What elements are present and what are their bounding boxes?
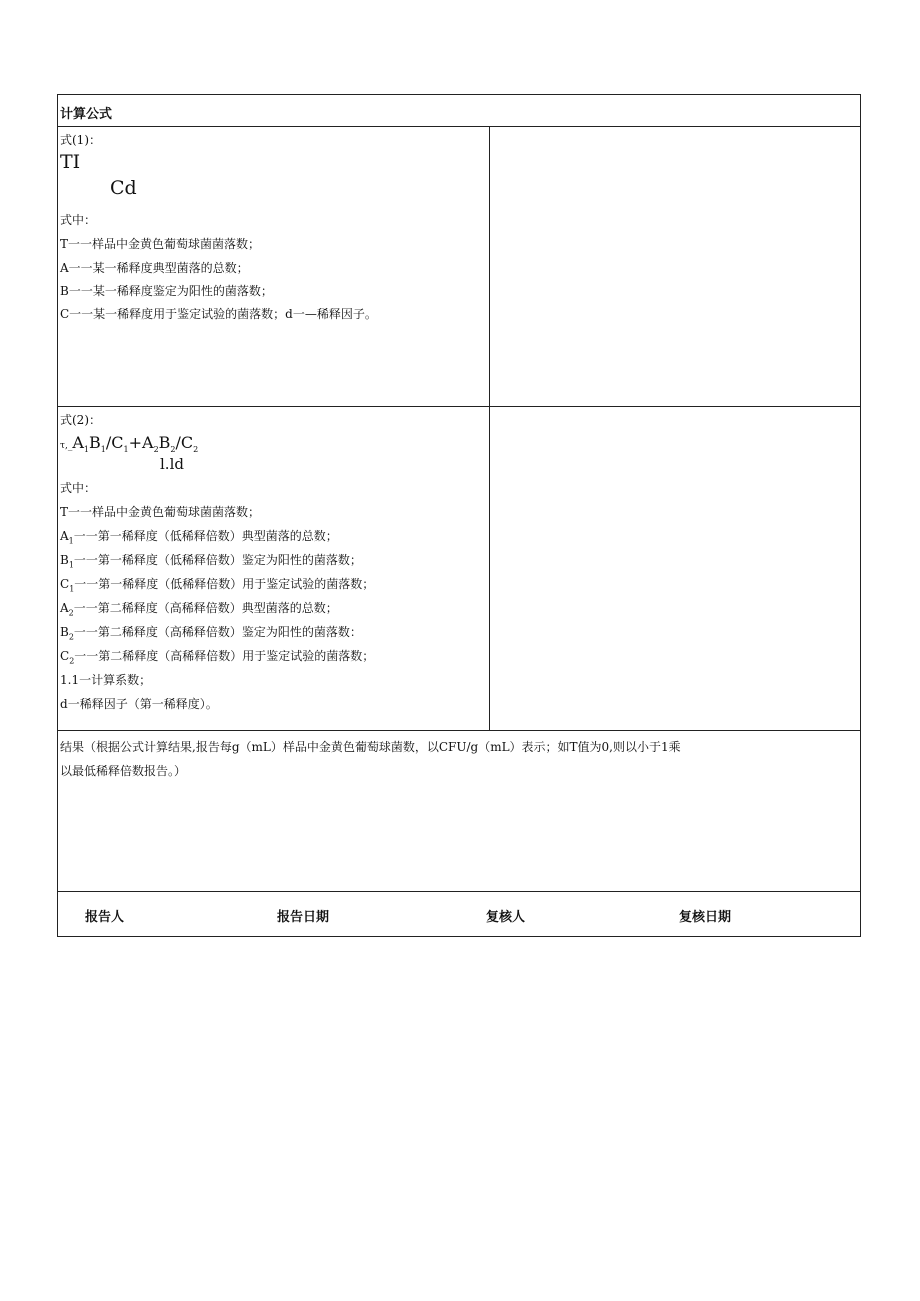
formula2-token: /C bbox=[105, 433, 124, 452]
def-text: 一一第二稀释度（高稀释倍数）用于鉴定试验的菌落数； bbox=[74, 649, 375, 663]
def-symbol: T bbox=[60, 505, 69, 519]
formula1-label: 式(1)： bbox=[60, 133, 101, 147]
def-symbol: B bbox=[60, 625, 69, 639]
formula2-token: +A bbox=[128, 433, 154, 452]
def-sub: 1 bbox=[68, 560, 74, 570]
formula2-expression bbox=[60, 433, 198, 454]
def-symbol: C bbox=[60, 649, 70, 663]
formula2-sub: 2 bbox=[153, 445, 159, 455]
formula1-line-b: Cd bbox=[110, 177, 137, 199]
form-title: 计算公式 bbox=[60, 107, 113, 122]
formula2-sub: 2 bbox=[193, 445, 199, 455]
def-symbol: B bbox=[60, 553, 69, 567]
reporter-label: 报告人 bbox=[85, 910, 125, 925]
result-line: 结果（根据公式计算结果,报告每g（mL）样品中金黄色葡萄球菌数，以CFU/g（mL）表示；如T值为0,则以小于1乘 bbox=[60, 740, 681, 754]
def-symbol: A bbox=[60, 601, 69, 615]
def-sub: 1 bbox=[69, 584, 75, 594]
formula2-row bbox=[58, 407, 860, 731]
formula2-def bbox=[60, 695, 218, 713]
def-sub: 2 bbox=[68, 608, 74, 618]
def-sub: 1 bbox=[68, 536, 74, 546]
formula2-cell bbox=[58, 407, 490, 730]
def-text: 一计算系数； bbox=[79, 673, 152, 687]
formula2-token: B bbox=[89, 433, 101, 452]
formula1-def: A一一某一稀释度典型菌落的总数； bbox=[60, 261, 249, 275]
formula2-denominator: l.ld bbox=[160, 455, 184, 473]
formula1-line-a: TI bbox=[60, 151, 81, 173]
def-text: 一一第二稀释度（高稀释倍数）典型菌落的总数； bbox=[73, 601, 338, 615]
result-line: 以最低稀释倍数报告。） bbox=[60, 764, 187, 778]
def-symbol: A bbox=[60, 529, 69, 543]
formula2-sub: 2 bbox=[170, 445, 176, 455]
formula2-def bbox=[60, 527, 338, 545]
form-header bbox=[58, 95, 860, 127]
def-text: 一一第一稀释度（低稀释倍数）典型菌落的总数； bbox=[73, 529, 338, 543]
formula2-def bbox=[60, 623, 362, 641]
reviewer-label: 复核人 bbox=[486, 910, 526, 925]
def-sub: 2 bbox=[69, 656, 75, 666]
def-sub: 2 bbox=[68, 632, 74, 642]
formula1-def: B一一某一稀释度鉴定为阳性的菌落数； bbox=[60, 284, 273, 298]
def-text: 一稀释因子（第一稀释度）。 bbox=[67, 697, 218, 711]
review-date-label: 复核日期 bbox=[679, 910, 732, 925]
def-symbol: 1.1 bbox=[60, 673, 80, 687]
formula2-def bbox=[60, 551, 362, 569]
calculation-form bbox=[57, 94, 861, 937]
result-text bbox=[60, 735, 856, 783]
formula2-token: A bbox=[72, 433, 84, 452]
def-text: 一一样品中金黄色葡萄球菌菌落数； bbox=[68, 505, 261, 519]
result-row bbox=[58, 731, 860, 892]
formula1-def: T一一样品中金黄色葡萄球菌菌落数； bbox=[60, 237, 261, 251]
formula1-notes-cell bbox=[490, 127, 860, 406]
formula2-prefix: τ,_ bbox=[60, 441, 73, 451]
formula2-sub: 1 bbox=[123, 445, 129, 455]
def-text: 一一第二稀释度（高稀释倍数）鉴定为阳性的菌落数： bbox=[73, 625, 362, 639]
formula2-def bbox=[60, 503, 260, 521]
signature-row bbox=[58, 892, 860, 936]
formula1-row bbox=[58, 127, 860, 407]
def-text: 一一第一稀释度（低稀释倍数）用于鉴定试验的菌落数； bbox=[74, 577, 375, 591]
formula2-def bbox=[60, 671, 151, 689]
report-date-label: 报告日期 bbox=[277, 910, 330, 925]
formula2-token: /C bbox=[175, 433, 194, 452]
formula2-label: 式(2)： bbox=[60, 413, 101, 427]
def-text: 一一第一稀释度（低稀释倍数）鉴定为阳性的菌落数； bbox=[73, 553, 362, 567]
formula2-notes-cell bbox=[490, 407, 860, 730]
formula2-def bbox=[60, 647, 374, 665]
formula2-sub: 1 bbox=[83, 445, 89, 455]
def-symbol: d bbox=[60, 697, 68, 711]
formula2-token: B bbox=[158, 433, 171, 452]
formula2-def bbox=[60, 599, 338, 617]
formula2-sub: 1 bbox=[100, 445, 106, 455]
formula1-def: C一一某一稀释度用于鉴定试验的菌落数；d一—稀释因子。 bbox=[60, 307, 377, 321]
formula1-cell bbox=[58, 127, 490, 406]
def-symbol: C bbox=[60, 577, 70, 591]
formula2-where: 式中： bbox=[60, 481, 97, 495]
formula2-def bbox=[60, 575, 374, 593]
formula1-where: 式中： bbox=[60, 213, 97, 227]
